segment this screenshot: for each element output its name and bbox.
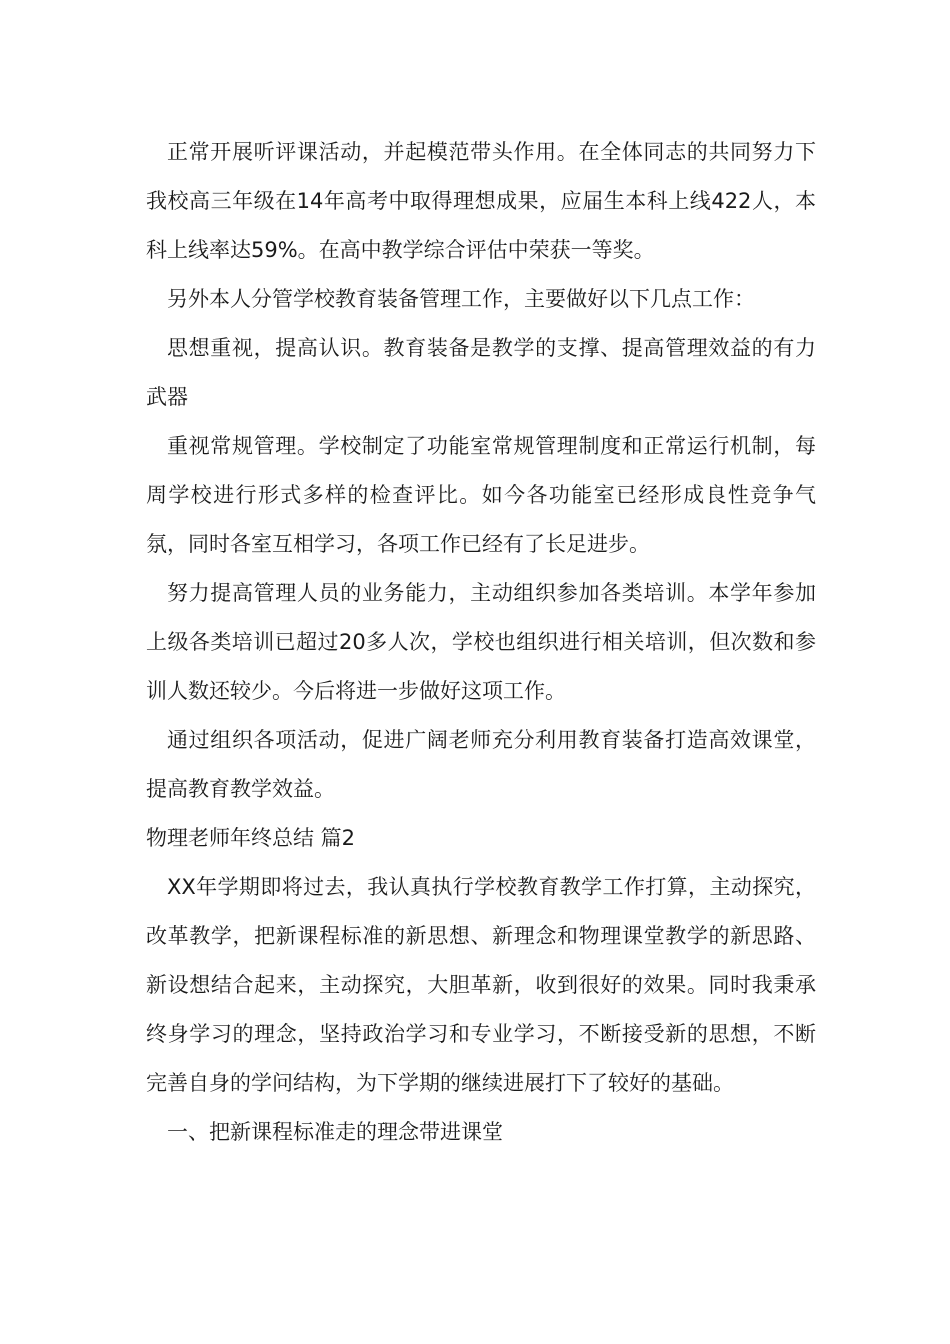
paragraph-5: 努力提高管理人员的业务能力，主动组织参加各类培训。本学年参加上级各类培训已超过20多人次，学校也组织进行相关培训，但次数和参训人数还较少。今后将进一步做好这项工作。: [146, 581, 816, 703]
paragraph-4: 重视常规管理。学校制定了功能室常规管理制度和正常运行机制，每周学校进行形式多样的检查评比。如今各功能室已经形成良性竞争气氛，同时各室互相学习，各项工作已经有了长足进步。: [146, 434, 816, 556]
paragraph-7: XX年学期即将过去，我认真执行学校教育教学工作打算，主动探究，改革教学，把新课程标准的新思想、新理念和物理课堂教学的新思路、新设想结合起来，主动探究，大胆革新，收到很好的效果。同时我秉承终身学习的理念，坚持政治学习和专业学习，不断接受新的思想，不断完善自身的学问结构，为下学期的继续进展打下了较好的基础。: [146, 875, 816, 1095]
subheading-1: 一、把新课程标准走的理念带进课堂: [167, 1120, 503, 1144]
paragraph-1: 正常开展听评课活动，并起模范带头作用。在全体同志的共同努力下我校高三年级在14年高考中取得理想成果，应届生本科上线422人，本科上线率达59%。在高中教学综合评估中荣获一等奖。: [146, 140, 816, 262]
paragraph-6: 通过组织各项活动，促进广阔老师充分利用教育装备打造高效课堂，提高教育教学效益。: [146, 728, 816, 801]
document-body: [146, 128, 816, 1157]
paragraph-3: 思想重视，提高认识。教育装备是教学的支撑、提高管理效益的有力武器: [146, 336, 816, 409]
section-heading: 物理老师年终总结 篇2: [146, 826, 356, 850]
paragraph-2: 另外本人分管学校教育装备管理工作，主要做好以下几点工作：: [167, 287, 755, 311]
